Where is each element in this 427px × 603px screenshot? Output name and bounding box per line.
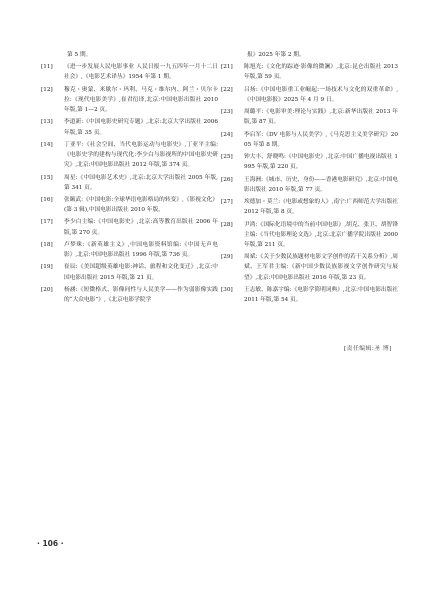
reference-text: 卢梦珠:《新英雄主义》,中国电影资料馆编:《中国无声电影》,北京:中国电影出版社 1996 年版,第 736 页。 xyxy=(64,241,218,259)
reference-entry xyxy=(41,240,218,260)
reference-number: [19] xyxy=(41,264,53,271)
reference-number: [17] xyxy=(41,219,53,226)
references-right-column xyxy=(221,50,398,307)
reference-number: [16] xyxy=(41,197,53,203)
reference-text: 李启军:《DV 电影与人民美学》,《马克思主义美学研究》2005 年第 8 期。 xyxy=(244,131,398,148)
reference-number: [30] xyxy=(221,286,233,293)
reference-entry xyxy=(221,62,398,82)
reference-number: [18] xyxy=(41,241,53,248)
reference-text: 王志敏、陈嘉宇编:《电影学简明词典》,北京:中国电影出版社 2011 年版,第 54 页。 xyxy=(244,286,398,304)
reference-entry xyxy=(221,152,398,172)
reference-number: [20] xyxy=(41,286,53,293)
reference-number: [15] xyxy=(41,174,53,181)
reference-text: 王海洲:《城市、历史、身份——香港电影研究》,北京:中国电影出版社 2010 年版,第 77 页。 xyxy=(244,176,398,193)
reference-continuation xyxy=(221,50,398,60)
responsible-editor-note: [责任编辑:圣 博] xyxy=(343,346,392,352)
reference-number: [28] xyxy=(221,221,233,228)
reference-continuation-text: 第 5 期。 xyxy=(67,52,92,58)
reference-text: 周璐平:《电影审美:理论与实践》,北京:新华出版社 2013 年版,第 87 页。 xyxy=(244,109,398,126)
references-left-column xyxy=(41,50,218,307)
reference-text: 穆克・奥蒙、米歇尔・玛利、马克・维尔内、阿兰・贝尔卡拉:《现代电影美学》,崔君衍译,北京:中国电影出版社 2010 年版,第 1—2 页。 xyxy=(64,86,218,114)
reference-entry xyxy=(221,220,398,250)
reference-number: [25] xyxy=(221,154,233,161)
reference-entry xyxy=(221,107,398,127)
reference-text: 周斌:《关于少数民族题材电影文学创作的若干关系分析》,周斌、王军君主编:《新中国少数民族影视文学创作研究与展望》,北京:中国电影出版社 2016 年版,第 23 页。 xyxy=(244,254,398,281)
reference-text: 《进一步发展人民电影事业 人民日报一九五四年一月十二日社会》,《电影艺术译丛》1954 年第 1 期。 xyxy=(64,64,218,81)
reference-entry xyxy=(41,85,218,115)
reference-text: 李少白主编:《中国电影史》,北京:高等教育出版社 2006 年版,第 270 页。 xyxy=(64,219,218,236)
reference-text: 杨涵:《短微格式、影像同性与人民美学——作为弱影像实践的“大众电影”》,《北京电影学院学 xyxy=(64,286,218,304)
reference-entry xyxy=(41,285,218,305)
page-number: · 106 · xyxy=(37,539,64,548)
reference-text: 张颐武:《中国电影:全球华语电影格局的转变》,《影视文化》(第 3 辑),中国电影出版社 2010 年版。 xyxy=(64,197,218,214)
reference-text: 尹鸿:《国际化语境中的当前中国电影》,胡克、张卫、胡智锋主编:《当代电影理论文选》,北京:北京广播学院出版社 2000 年版,第 211 页。 xyxy=(244,221,398,248)
reference-number: [11] xyxy=(41,64,53,71)
reference-number: [22] xyxy=(221,86,233,93)
reference-continuation xyxy=(41,50,218,60)
reference-text: 李道新:《中国电影史研究专题》,北京:北京大学出版社 2006 年版,第 35 页。 xyxy=(64,119,218,136)
reference-entry xyxy=(41,217,218,237)
reference-number: [12] xyxy=(41,86,53,93)
reference-entry xyxy=(221,85,398,105)
reference-text: 陈旭光:《文化的踪迹·影像的微澜》,北京:昆仑出版社 2013 年版,第 59 页。 xyxy=(244,64,398,81)
reference-text: 埃德加・莫兰:《电影或想象的人》,南宁:广西师范大学出版社 2012 年版,第 8 页。 xyxy=(244,199,398,216)
reference-entry xyxy=(221,285,398,305)
reference-continuation-text: 报》2025 年第 2 期。 xyxy=(247,52,305,58)
reference-text: 钟大丰、舒晓鸣:《中国电影史》,北京:中国广播电视出版社 1995 年版,第 220 页。 xyxy=(244,154,398,171)
reference-entry xyxy=(221,252,398,282)
reference-number: [13] xyxy=(41,119,53,126)
reference-entry xyxy=(221,175,398,195)
reference-number: [26] xyxy=(221,176,233,183)
reference-entry xyxy=(41,262,218,282)
reference-number: [21] xyxy=(221,64,233,71)
reference-entry xyxy=(221,197,398,217)
reference-number: [24] xyxy=(221,131,233,138)
reference-text: 丁亚平:《社会空间、当代电影运动与电影史》,丁亚平主编:《电影史学的建构与现代化:李少白与影视所的中国电影史研究》,北京:中国电影出版社 2012 年版,第 374 页。 xyxy=(64,141,218,169)
reference-text: 吕扬:《中国电影重工业崛起:一场技术与文化的双重革命》,《中国电影报》2025 年 4 月 9 日。 xyxy=(244,86,398,103)
reference-number: [29] xyxy=(221,254,233,261)
reference-entry xyxy=(41,195,218,215)
reference-number: [14] xyxy=(41,141,53,148)
reference-text: 周星:《中国电影艺术史》,北京:北京大学出版社 2005 年版,第 341 页。 xyxy=(64,174,218,191)
reference-number: [27] xyxy=(221,199,233,206)
reference-entry xyxy=(41,140,218,170)
reference-entry xyxy=(41,117,218,137)
reference-entry xyxy=(41,173,218,193)
reference-entry xyxy=(41,62,218,82)
reference-entry xyxy=(221,130,398,150)
reference-text: 崔辰:《美国超级英雄电影:神话、旅程和文化变迁》,北京:中国电影出版社 2015 年版,第 21 页。 xyxy=(64,264,218,281)
reference-number: [23] xyxy=(221,109,233,116)
